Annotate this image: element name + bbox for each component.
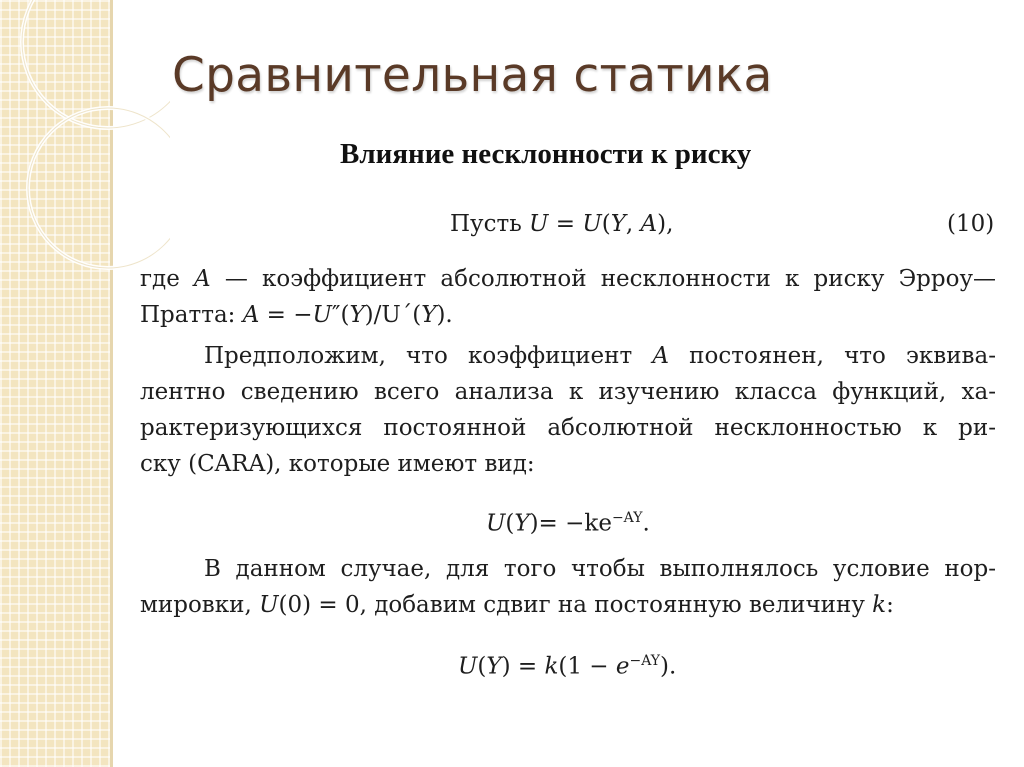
paragraph-1-line-1: где A — коэффициент абсолютной несклонности к риску Эрроу— [140, 266, 997, 292]
slide-title: Сравнительная статика [172, 48, 773, 103]
paragraph-2-line-3: рактеризующихся постоянной абсолютной несклонностью к ри- [140, 415, 996, 441]
formula-3: $U(Y) = k(1 - e^{-AY})$. [458, 653, 677, 680]
paragraph-3-line-2: мировки, U(0) = 0, добавим сдвиг на постоянную величину k: [140, 592, 894, 618]
formula-1: Пусть U = U(Y, A), [450, 211, 674, 237]
formula-2: $U(Y)= -ke^{-AY}$. [486, 510, 650, 537]
section-subtitle: Влияние несклонности к риску [340, 138, 752, 170]
paragraph-2-line-1: Предположим, что коэффициент A постоянен, что эквива- [204, 343, 996, 369]
paragraph-3-line-1: В данном случае, для того чтобы выполнялось условие нор- [204, 556, 996, 582]
decorative-circles [0, 0, 170, 300]
paragraph-2-line-4: ску (CARA), которые имеют вид: [140, 451, 535, 477]
paragraph-2-line-2: лентно сведению всего анализа к изучению класса функций, ха- [140, 379, 996, 405]
paragraph-1-line-2: Пратта: A = −U″(Y)/U´(Y). [140, 302, 453, 328]
formula-number: (10) [947, 211, 995, 237]
